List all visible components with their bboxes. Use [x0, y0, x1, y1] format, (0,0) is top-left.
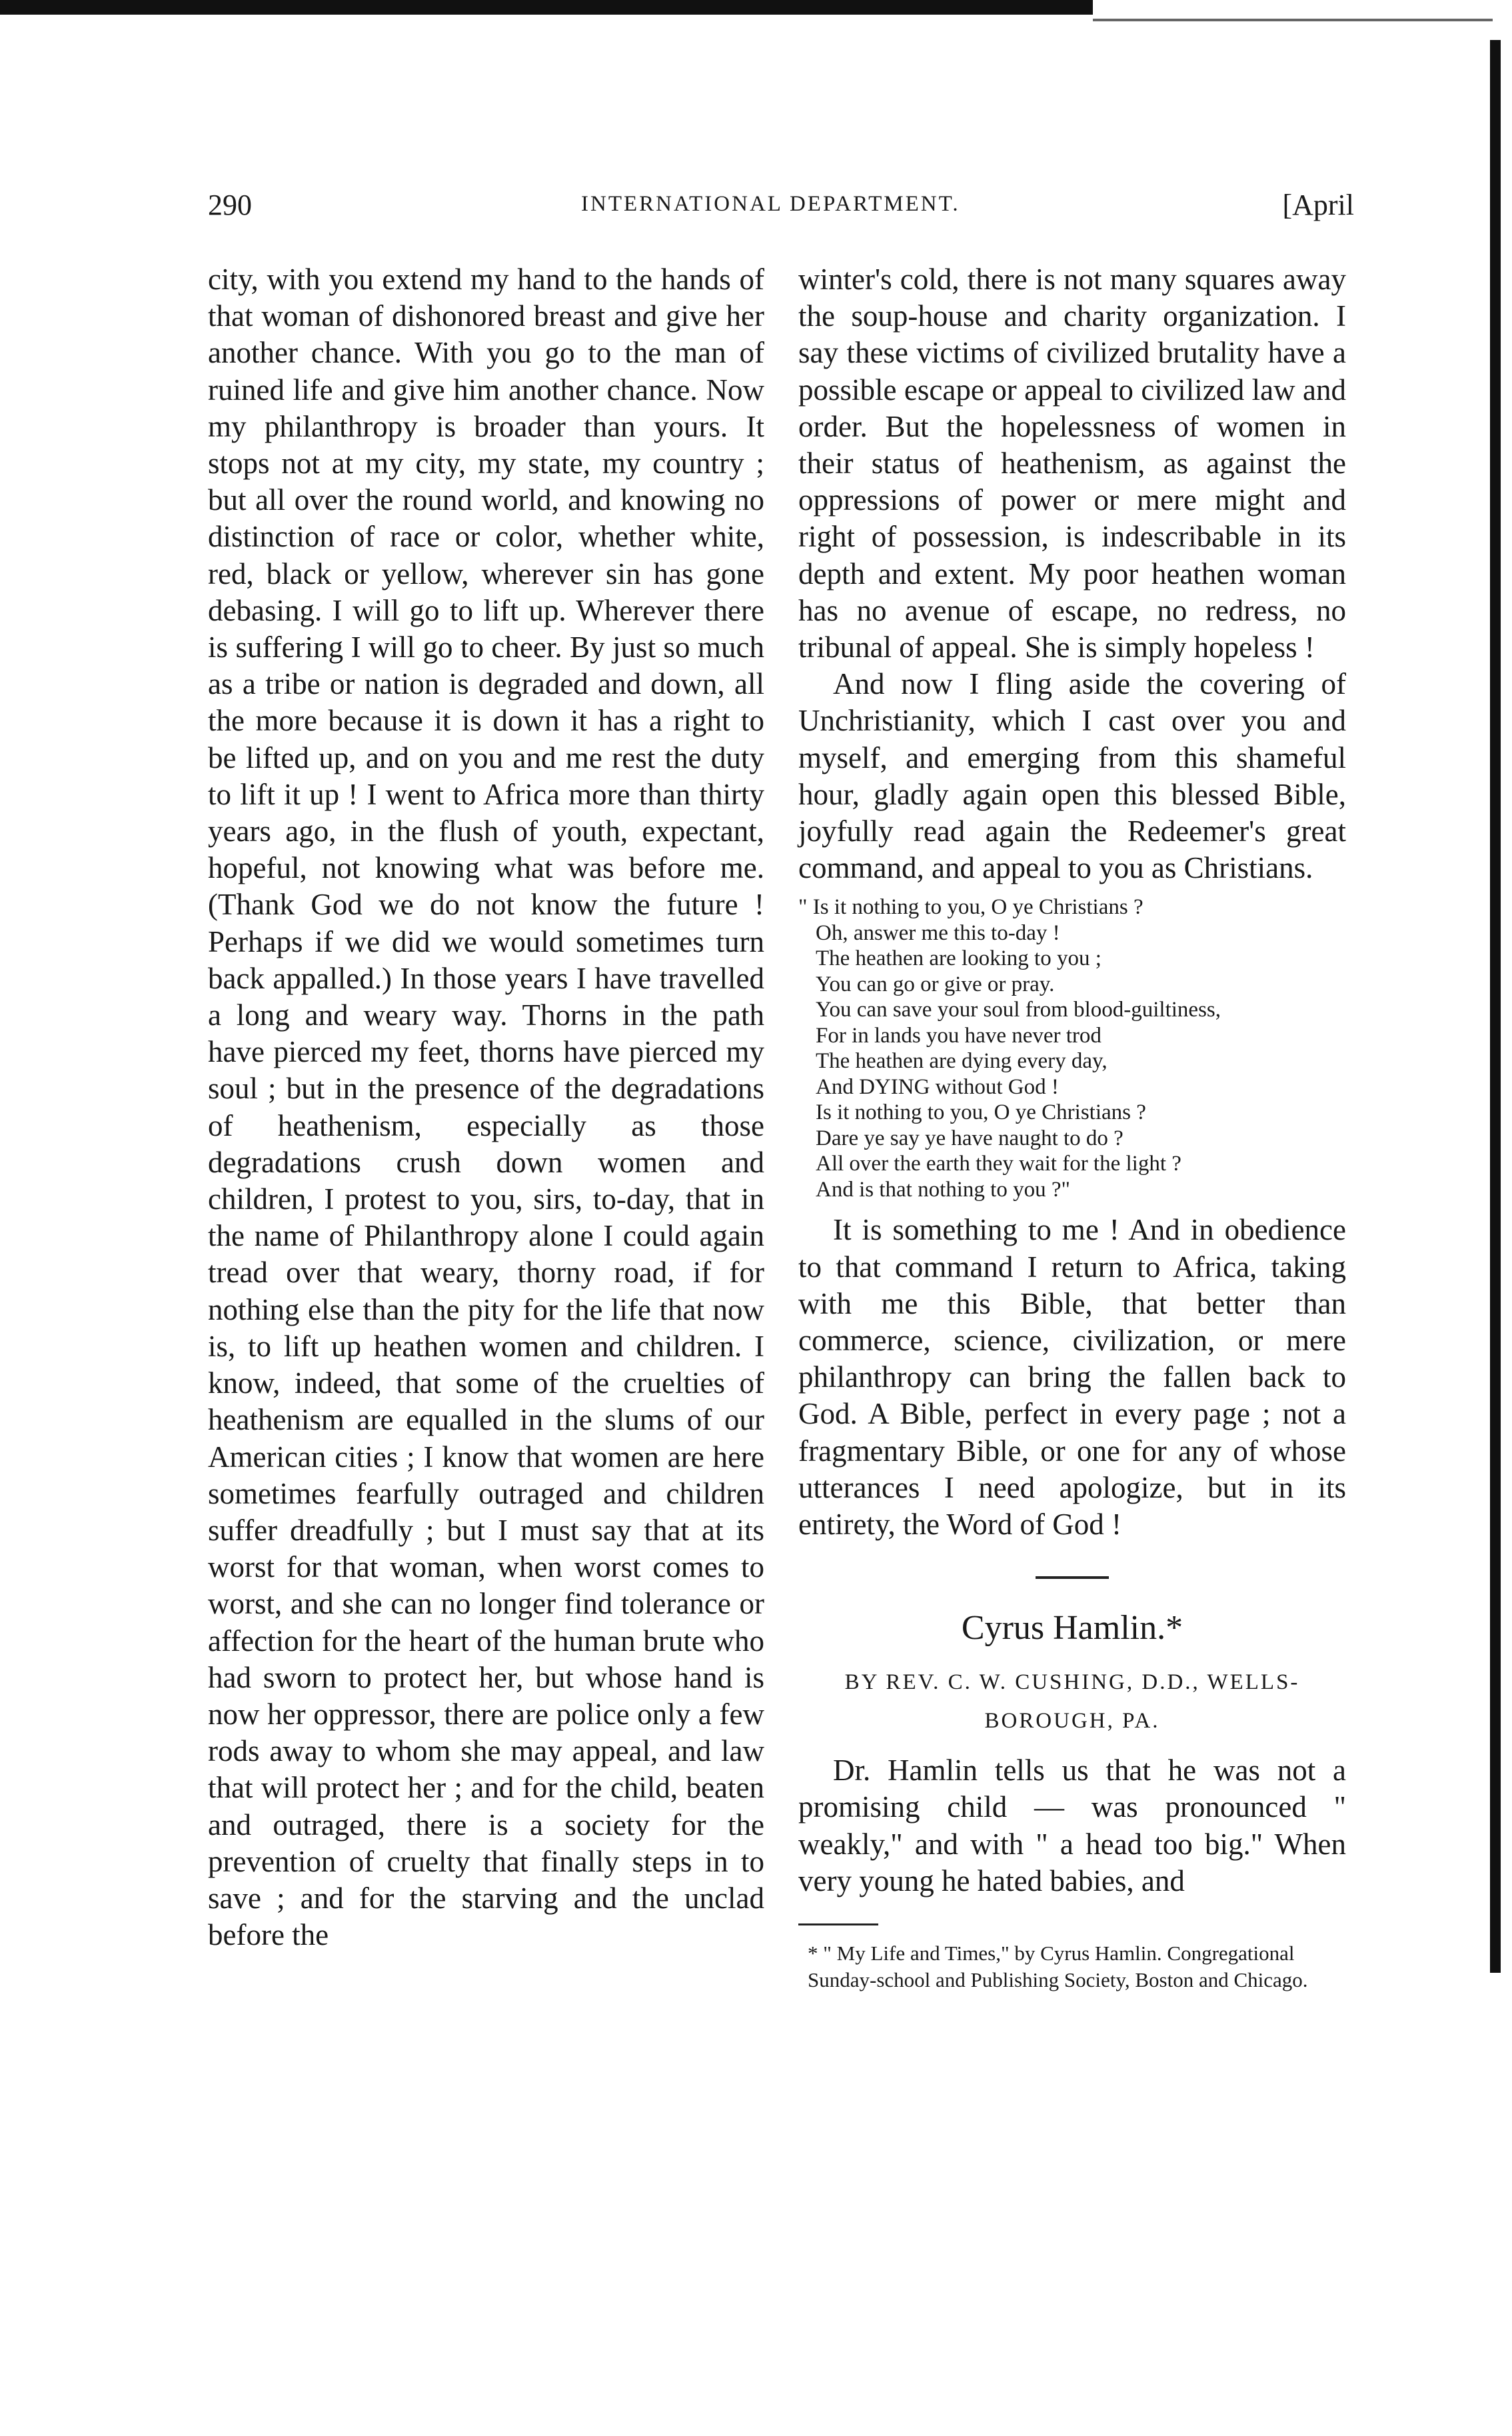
body-paragraph: winter's cold, there is not many squares away the soup-house and charity organization. I say these victims of civilized brutality have a possible escape or appeal to civilized law and order. But the hopelessness of women in their status of heathenism, as against the oppressions of power or mere might and right of possession, is indescribable in its depth and extent. My poor heathen woman has no avenue of escape, no redress, no tribunal of appeal. She is simply hopeless !	[798, 263, 1346, 664]
section-divider	[1036, 1576, 1109, 1579]
footnote-rule	[798, 1923, 878, 1925]
footnote: * " My Life and Times," by Cyrus Hamlin. Congregational Sunday-school and Publishing Society, Boston and Chicago.	[808, 1941, 1308, 1992]
poem-line: The heathen are dying every day,	[816, 1049, 1108, 1074]
article-title: Cyrus Hamlin.*	[961, 1609, 1183, 1648]
poem-line: And DYING without God !	[816, 1074, 1059, 1099]
page-number: 290	[208, 189, 252, 221]
poem-line: Oh, answer me this to-day !	[816, 920, 1060, 945]
byline	[798, 1663, 1346, 1740]
byline-line: BY REV. C. W. CUSHING, D.D., WELLS-	[844, 1670, 1300, 1695]
body-paragraph: city, with you extend my hand to the hands of that woman of dishonored breast and give her another chance. With you go to the man of ruined life and give him another chance. Now my philanthropy is broader than yours. It stops not at my city, my state, my country ; but all over the round world, and knowing no distinction of race or color, whether white, red, black or yellow, wherever sin has gone debasing. I will go to lift up. Wherever there is suffering I will go to cheer. By just so much as a tribe or nation is degraded and down, all the more because it is down it has a right to be lifted up, and on you and me rest the duty to lift it up ! I went to Africa more than thirty years ago, in the flush of youth, expectant, hopeful, not knowing what was before me. (Thank God we do not know the future ! Perhaps if we did we would sometimes turn back appalled.) In those years I have travelled a long and weary way. Thorns in the path have pierced my feet, thorns have pierced my soul ; but in the presence of the degradations of heathenism, especially as those degradations crush down women and children, I protest to you, sirs, to-day, that in the name of Philanthropy alone I could again tread over that weary, thorny road, if for nothing else than the pity for the life that now is, to lift up heathen women and children. I know, indeed, that some of the cruelties of heathenism are equalled in the slums of our American cities ; I know that women are here sometimes fearfully outraged and children suffer dreadfully ; but I must say that at its worst for that woman, when worst comes to worst, and she can no longer find tolerance or affection for the heart of the human brute who had sworn to protect her, but whose hand is now her oppressor, there are police only a few rods away to whom she may appeal, and law that will protect her ; and for the child, beaten and outraged, there is a society for the prevention of cruelty that finally steps in to save ; and for the starving and the unclad before the	[208, 263, 764, 1952]
poem-line: For in lands you have never trod	[816, 1023, 1102, 1048]
poem-line: All over the earth they wait for the light ?	[816, 1152, 1181, 1176]
poem-line: The heathen are looking to you ;	[816, 946, 1102, 971]
poem-quotation	[798, 894, 1346, 1202]
month-label: [April	[1282, 189, 1354, 221]
body-paragraph: Dr. Hamlin tells us that he was not a promising child — was pronounced " weakly," and with " a head too big." When very young he hated babies, and	[798, 1754, 1346, 1897]
poem-line: You can save your soul from blood-guiltiness,	[816, 998, 1221, 1022]
poem-line: Dare ye say ye have naught to do ?	[816, 1126, 1124, 1150]
scan-border-top-faint	[1093, 19, 1493, 21]
section-title: INTERNATIONAL DEPARTMENT.	[581, 192, 960, 216]
poem-line: Is it nothing to you, O ye Christians ?	[816, 1100, 1146, 1125]
poem-line: And is that nothing to you ?"	[816, 1177, 1070, 1202]
right-column	[798, 261, 1346, 1993]
body-paragraph: It is something to me ! And in obedience to that command I return to Africa, taking with me this Bible, that better than commerce, science, civilization, or mere philanthropy can bring the fallen back to God. A Bible, perfect in every page ; not a fragmentary Bible, or one for any of whose utterances I need apologize, but in its entirety, the Word of God !	[798, 1213, 1346, 1542]
byline-line: BOROUGH, PA.	[984, 1709, 1160, 1734]
left-column	[208, 261, 764, 1953]
scan-border-top	[0, 0, 1093, 15]
poem-line: " Is it nothing to you, O ye Christians ?	[798, 895, 1143, 920]
running-head	[208, 188, 1354, 228]
body-paragraph: And now I fling aside the covering of Unchristianity, which I cast over you and myself, and emerging from this shameful hour, gladly again open this blessed Bible, joyfully read again the Redeemer's great command, and appeal to you as Christians.	[798, 667, 1346, 885]
scan-border-right	[1490, 40, 1501, 1973]
poem-line: You can go or give or pray.	[816, 972, 1055, 996]
